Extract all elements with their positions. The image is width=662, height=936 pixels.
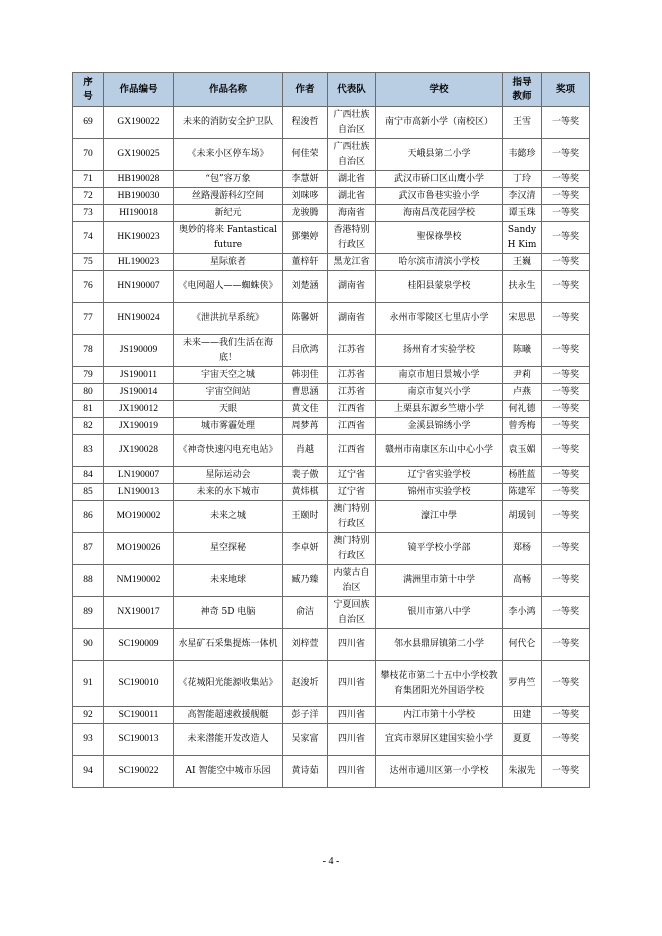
cell-award: 一等奖 — [542, 565, 590, 597]
cell-teacher: Sandy H Kim — [503, 222, 542, 254]
cell-team: 江西省 — [328, 435, 376, 467]
cell-work-name: 星空探秘 — [174, 533, 283, 565]
cell-index: 79 — [73, 367, 104, 384]
cell-teacher: 高畅 — [503, 565, 542, 597]
cell-school: 濠江中學 — [376, 501, 503, 533]
header-author: 作者 — [283, 73, 328, 107]
table-row — [73, 484, 590, 501]
cell-school: 金溪县锦绣小学 — [376, 418, 503, 435]
cell-work-id: SC190011 — [104, 707, 174, 724]
table-row — [73, 629, 590, 661]
cell-work-name: 新纪元 — [174, 205, 283, 222]
cell-author: 刘梓萱 — [283, 629, 328, 661]
table-row — [73, 661, 590, 707]
cell-award: 一等奖 — [542, 335, 590, 367]
cell-team: 黑龙江省 — [328, 254, 376, 271]
cell-award: 一等奖 — [542, 271, 590, 303]
cell-work-id: LN190013 — [104, 484, 174, 501]
cell-school: 辽宁省实验学校 — [376, 467, 503, 484]
cell-work-id: SC190013 — [104, 724, 174, 756]
table-row — [73, 597, 590, 629]
cell-index: 86 — [73, 501, 104, 533]
table-row — [73, 501, 590, 533]
cell-index: 78 — [73, 335, 104, 367]
cell-work-id: HN190007 — [104, 271, 174, 303]
cell-work-id: MO190026 — [104, 533, 174, 565]
cell-author: 黄炜棋 — [283, 484, 328, 501]
cell-work-id: GX190022 — [104, 107, 174, 139]
cell-school: 哈尔滨市清滨小学校 — [376, 254, 503, 271]
cell-work-name: 《花城阳光能源收集站》 — [174, 661, 283, 707]
cell-author: 刘楚涵 — [283, 271, 328, 303]
cell-author: 李慧妍 — [283, 171, 328, 188]
cell-work-id: JS190009 — [104, 335, 174, 367]
cell-work-name: 未来的水下城市 — [174, 484, 283, 501]
table-row — [73, 533, 590, 565]
table-row — [73, 139, 590, 171]
cell-school: 邻水县鼎屏镇第二小学 — [376, 629, 503, 661]
cell-work-name: 神奇 5D 电脑 — [174, 597, 283, 629]
cell-work-name: 未来地球 — [174, 565, 283, 597]
cell-school: 聖保祿學校 — [376, 222, 503, 254]
cell-work-id: HL190023 — [104, 254, 174, 271]
cell-team: 四川省 — [328, 724, 376, 756]
cell-award: 一等奖 — [542, 501, 590, 533]
cell-team: 澳门特别行政区 — [328, 533, 376, 565]
cell-school: 上栗县东源乡竺塘小学 — [376, 401, 503, 418]
cell-school: 海南昌茂花园学校 — [376, 205, 503, 222]
cell-author: 黄文佳 — [283, 401, 328, 418]
cell-work-id: HI190018 — [104, 205, 174, 222]
header-school: 学校 — [376, 73, 503, 107]
cell-teacher: 李汉清 — [503, 188, 542, 205]
cell-teacher: 王雪 — [503, 107, 542, 139]
cell-work-id: MO190002 — [104, 501, 174, 533]
cell-work-id: JX190019 — [104, 418, 174, 435]
table-row — [73, 303, 590, 335]
cell-work-name: “包”容万象 — [174, 171, 283, 188]
cell-work-name: 水星矿石采集提炼一体机 — [174, 629, 283, 661]
cell-work-name: 未来潜能开发改造人 — [174, 724, 283, 756]
cell-teacher: 尹莉 — [503, 367, 542, 384]
cell-author: 俞洁 — [283, 597, 328, 629]
table-row — [73, 188, 590, 205]
cell-author: 赵浚圻 — [283, 661, 328, 707]
table-row — [73, 565, 590, 597]
cell-work-id: JS190014 — [104, 384, 174, 401]
cell-teacher: 何礼德 — [503, 401, 542, 418]
cell-author: 何佳荣 — [283, 139, 328, 171]
header-award: 奖项 — [542, 73, 590, 107]
cell-school: 武汉市硚口区山鹰小学 — [376, 171, 503, 188]
cell-team: 湖南省 — [328, 271, 376, 303]
cell-author: 彭子洋 — [283, 707, 328, 724]
cell-work-id: SC190009 — [104, 629, 174, 661]
cell-award: 一等奖 — [542, 171, 590, 188]
table-row — [73, 467, 590, 484]
cell-work-name: 《电网超人——蜘蛛侠》 — [174, 271, 283, 303]
cell-index: 81 — [73, 401, 104, 418]
cell-author: 裴子傲 — [283, 467, 328, 484]
cell-school: 永州市零陵区七里店小学 — [376, 303, 503, 335]
cell-teacher: 宋思思 — [503, 303, 542, 335]
header-index: 序 号 — [73, 73, 104, 107]
cell-index: 87 — [73, 533, 104, 565]
award-table — [72, 72, 590, 788]
cell-team: 内蒙古自治区 — [328, 565, 376, 597]
header-work-id: 作品编号 — [104, 73, 174, 107]
cell-team: 四川省 — [328, 661, 376, 707]
cell-index: 72 — [73, 188, 104, 205]
cell-team: 湖南省 — [328, 303, 376, 335]
cell-index: 75 — [73, 254, 104, 271]
table-row — [73, 401, 590, 418]
cell-author: 肖越 — [283, 435, 328, 467]
cell-teacher: 卢燕 — [503, 384, 542, 401]
cell-work-id: HK190023 — [104, 222, 174, 254]
cell-team: 澳门特别行政区 — [328, 501, 376, 533]
cell-teacher: 何代仑 — [503, 629, 542, 661]
cell-school: 银川市第八中学 — [376, 597, 503, 629]
cell-teacher: 朱淑先 — [503, 756, 542, 788]
cell-work-name: 宇宙天空之城 — [174, 367, 283, 384]
table-row — [73, 335, 590, 367]
cell-index: 89 — [73, 597, 104, 629]
cell-school: 镜平学校小学部 — [376, 533, 503, 565]
cell-school: 满洲里市第十中学 — [376, 565, 503, 597]
cell-team: 湖北省 — [328, 188, 376, 205]
cell-author: 李卓妍 — [283, 533, 328, 565]
cell-author: 陈馨妍 — [283, 303, 328, 335]
cell-school: 武汉市鲁巷实验小学 — [376, 188, 503, 205]
cell-school: 天峨县第二小学 — [376, 139, 503, 171]
cell-author: 王颐时 — [283, 501, 328, 533]
cell-index: 70 — [73, 139, 104, 171]
cell-team: 宁夏回族自治区 — [328, 597, 376, 629]
cell-index: 74 — [73, 222, 104, 254]
cell-index: 73 — [73, 205, 104, 222]
cell-index: 93 — [73, 724, 104, 756]
cell-award: 一等奖 — [542, 484, 590, 501]
cell-work-name: 未来之城 — [174, 501, 283, 533]
cell-author: 韩羽佳 — [283, 367, 328, 384]
cell-award: 一等奖 — [542, 661, 590, 707]
cell-teacher: 杨胜蓝 — [503, 467, 542, 484]
cell-award: 一等奖 — [542, 303, 590, 335]
cell-teacher: 王巍 — [503, 254, 542, 271]
cell-work-name: 天眼 — [174, 401, 283, 418]
header-work-name: 作品名称 — [174, 73, 283, 107]
cell-award: 一等奖 — [542, 467, 590, 484]
table-row — [73, 205, 590, 222]
cell-team: 辽宁省 — [328, 467, 376, 484]
cell-award: 一等奖 — [542, 107, 590, 139]
cell-author: 龙骏腾 — [283, 205, 328, 222]
cell-work-id: JX190028 — [104, 435, 174, 467]
table-row — [73, 367, 590, 384]
cell-award: 一等奖 — [542, 205, 590, 222]
cell-award: 一等奖 — [542, 188, 590, 205]
table-row — [73, 418, 590, 435]
cell-work-name: 高智能超速救援舰艇 — [174, 707, 283, 724]
cell-author: 臧乃臻 — [283, 565, 328, 597]
cell-school: 南京市复兴小学 — [376, 384, 503, 401]
table-row — [73, 107, 590, 139]
cell-work-id: HB190028 — [104, 171, 174, 188]
cell-award: 一等奖 — [542, 724, 590, 756]
cell-index: 76 — [73, 271, 104, 303]
cell-team: 江苏省 — [328, 384, 376, 401]
cell-author: 刘咪哆 — [283, 188, 328, 205]
cell-work-id: NX190017 — [104, 597, 174, 629]
cell-teacher: 曾秀梅 — [503, 418, 542, 435]
cell-index: 94 — [73, 756, 104, 788]
table-header-row — [73, 73, 590, 107]
cell-work-id: SC190022 — [104, 756, 174, 788]
cell-index: 83 — [73, 435, 104, 467]
cell-team: 辽宁省 — [328, 484, 376, 501]
cell-school: 南宁市高新小学（南校区） — [376, 107, 503, 139]
cell-teacher: 扶永生 — [503, 271, 542, 303]
cell-school: 桂阳县蒙泉学校 — [376, 271, 503, 303]
cell-school: 内江市第十小学校 — [376, 707, 503, 724]
cell-team: 广西壮族自治区 — [328, 107, 376, 139]
cell-team: 四川省 — [328, 707, 376, 724]
table-row — [73, 756, 590, 788]
cell-award: 一等奖 — [542, 367, 590, 384]
cell-index: 88 — [73, 565, 104, 597]
cell-school: 南京市旭日景城小学 — [376, 367, 503, 384]
cell-author: 程浚哲 — [283, 107, 328, 139]
cell-award: 一等奖 — [542, 254, 590, 271]
cell-author: 吕欣鸿 — [283, 335, 328, 367]
cell-work-name: AI 智能空中城市乐园 — [174, 756, 283, 788]
cell-work-name: 宇宙空间站 — [174, 384, 283, 401]
cell-work-name: 星际旅者 — [174, 254, 283, 271]
cell-award: 一等奖 — [542, 756, 590, 788]
cell-author: 周梦苒 — [283, 418, 328, 435]
header-team: 代表队 — [328, 73, 376, 107]
table-row — [73, 724, 590, 756]
cell-index: 91 — [73, 661, 104, 707]
cell-school: 宜宾市翠屏区建国实验小学 — [376, 724, 503, 756]
cell-work-name: 《泄洪抗旱系统》 — [174, 303, 283, 335]
cell-work-id: GX190025 — [104, 139, 174, 171]
cell-team: 江苏省 — [328, 367, 376, 384]
cell-team: 广西壮族自治区 — [328, 139, 376, 171]
cell-work-name: 未来的消防安全护卫队 — [174, 107, 283, 139]
cell-work-name: 丝路漫游科幻空间 — [174, 188, 283, 205]
cell-teacher: 郑杨 — [503, 533, 542, 565]
page-number: - 4 - — [322, 856, 340, 867]
cell-teacher: 陈曦 — [503, 335, 542, 367]
cell-work-name: 城市雾霾处理 — [174, 418, 283, 435]
cell-award: 一等奖 — [542, 418, 590, 435]
cell-award: 一等奖 — [542, 629, 590, 661]
cell-teacher: 陈建军 — [503, 484, 542, 501]
cell-work-name: 奥妙的将来 Fantastical future — [174, 222, 283, 254]
cell-work-name: 《未来小区停车场》 — [174, 139, 283, 171]
cell-teacher: 李小鸿 — [503, 597, 542, 629]
cell-team: 香港特别行政区 — [328, 222, 376, 254]
cell-team: 四川省 — [328, 629, 376, 661]
cell-team: 湖北省 — [328, 171, 376, 188]
table-row — [73, 384, 590, 401]
cell-award: 一等奖 — [542, 435, 590, 467]
cell-index: 80 — [73, 384, 104, 401]
cell-award: 一等奖 — [542, 139, 590, 171]
cell-teacher: 罗冉竺 — [503, 661, 542, 707]
cell-index: 92 — [73, 707, 104, 724]
table-row — [73, 435, 590, 467]
cell-award: 一等奖 — [542, 707, 590, 724]
cell-work-name: 《神奇快速闪电充电站》 — [174, 435, 283, 467]
cell-author: 鄧樂婷 — [283, 222, 328, 254]
cell-teacher: 袁玉媚 — [503, 435, 542, 467]
table-row — [73, 707, 590, 724]
cell-work-id: NM190002 — [104, 565, 174, 597]
cell-work-id: SC190010 — [104, 661, 174, 707]
table-row — [73, 254, 590, 271]
cell-work-id: JX190012 — [104, 401, 174, 418]
cell-work-name: 未来——我们生活在海底！ — [174, 335, 283, 367]
cell-index: 69 — [73, 107, 104, 139]
cell-school: 达州市通川区第一小学校 — [376, 756, 503, 788]
cell-award: 一等奖 — [542, 597, 590, 629]
cell-award: 一等奖 — [542, 533, 590, 565]
cell-work-id: HB190030 — [104, 188, 174, 205]
header-teacher: 指导 教师 — [503, 73, 542, 107]
cell-team: 江西省 — [328, 418, 376, 435]
cell-work-name: 星际运动会 — [174, 467, 283, 484]
cell-teacher: 田建 — [503, 707, 542, 724]
cell-author: 吴家富 — [283, 724, 328, 756]
cell-work-id: LN190007 — [104, 467, 174, 484]
cell-award: 一等奖 — [542, 222, 590, 254]
cell-school: 扬州育才实验学校 — [376, 335, 503, 367]
cell-teacher: 丁玲 — [503, 171, 542, 188]
cell-index: 77 — [73, 303, 104, 335]
cell-team: 四川省 — [328, 756, 376, 788]
cell-school: 锦州市实验学校 — [376, 484, 503, 501]
cell-teacher: 夏夏 — [503, 724, 542, 756]
cell-index: 84 — [73, 467, 104, 484]
cell-index: 90 — [73, 629, 104, 661]
table-row — [73, 222, 590, 254]
cell-author: 曹思涵 — [283, 384, 328, 401]
cell-team: 江西省 — [328, 401, 376, 418]
cell-school: 赣州市南康区东山中心小学 — [376, 435, 503, 467]
cell-work-id: HN190024 — [104, 303, 174, 335]
cell-teacher: 谭玉珠 — [503, 205, 542, 222]
table-row — [73, 271, 590, 303]
cell-author: 董梓轩 — [283, 254, 328, 271]
cell-award: 一等奖 — [542, 384, 590, 401]
cell-work-id: JS190011 — [104, 367, 174, 384]
cell-index: 85 — [73, 484, 104, 501]
cell-author: 黄诗茹 — [283, 756, 328, 788]
cell-team: 江苏省 — [328, 335, 376, 367]
cell-team: 海南省 — [328, 205, 376, 222]
cell-teacher: 胡瑗钊 — [503, 501, 542, 533]
cell-index: 82 — [73, 418, 104, 435]
cell-teacher: 韦懿珍 — [503, 139, 542, 171]
cell-award: 一等奖 — [542, 401, 590, 418]
cell-school: 攀枝花市第二十五中小学校教育集团阳光外国语学校 — [376, 661, 503, 707]
table-row — [73, 171, 590, 188]
cell-index: 71 — [73, 171, 104, 188]
